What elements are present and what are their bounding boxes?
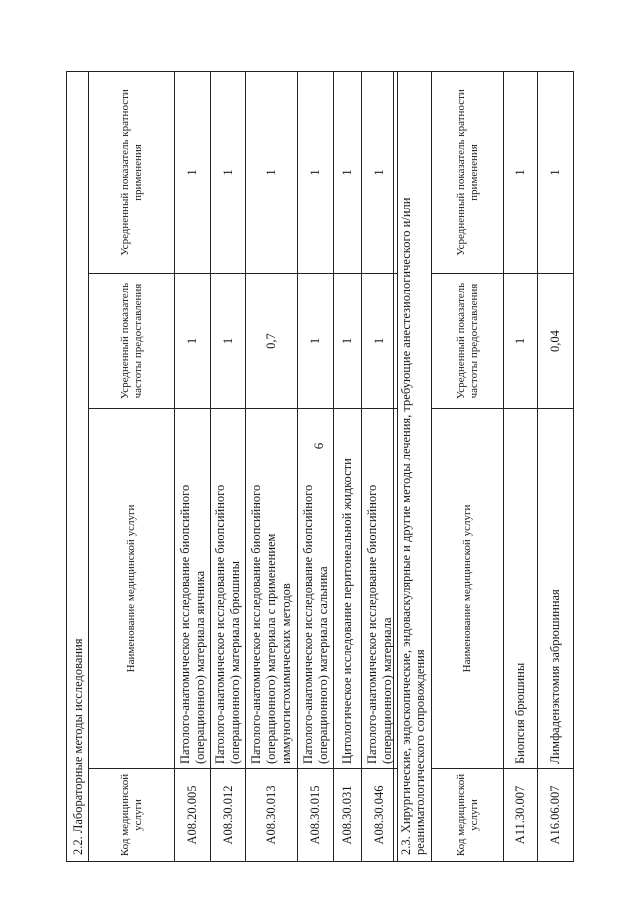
service-code: A08.30.015 [298, 769, 334, 862]
page-number: 6 [311, 442, 326, 450]
header-name: Наименование медицинской услуги [432, 409, 504, 769]
header-frequency: Усредненный показатель частоты предоставления [432, 274, 504, 409]
service-code: A08.30.046 [362, 769, 398, 862]
table-row [175, 71, 211, 861]
header-frequency: Усредненный показатель частоты предоставления [89, 274, 175, 409]
frequency-value: 1 [211, 274, 246, 409]
frequency-value: 1 [175, 274, 211, 409]
service-name: Патолого-анатомическое исследование биопсийного (операционного) материала брюшины [211, 409, 246, 769]
service-code: A08.30.031 [334, 769, 362, 862]
service-code: A16.06.007 [538, 769, 574, 862]
service-name: Биопсия брюшины [504, 409, 538, 769]
service-name: Патолого-анатомическое исследование биопсийного (операционного) материала [362, 409, 398, 769]
frequency-value: 0,7 [246, 274, 298, 409]
header-code: Код медицинской услуги [89, 769, 175, 862]
frequency-value: 1 [298, 274, 334, 409]
multiplicity-value: 1 [175, 71, 211, 273]
multiplicity-value: 1 [298, 71, 334, 273]
frequency-value: 1 [334, 274, 362, 409]
header-multiplicity: Усредненный показатель кратности применения [432, 72, 504, 274]
multiplicity-value: 1 [211, 71, 246, 273]
header-name: Наименование медицинской услуги [89, 409, 175, 769]
multiplicity-value: 1 [538, 72, 574, 274]
table-row [538, 72, 574, 862]
multiplicity-value: 1 [362, 71, 398, 273]
service-name: Патолого-анатомическое исследование биопсийного (операционного) материала яичника [175, 409, 211, 769]
section-2-2-table [66, 71, 398, 862]
service-code: A08.30.012 [211, 769, 246, 862]
multiplicity-value: 1 [504, 72, 538, 274]
service-code: A08.30.013 [246, 769, 298, 862]
frequency-value: 0,04 [538, 274, 574, 409]
table-row [246, 71, 298, 861]
multiplicity-value: 1 [246, 71, 298, 273]
multiplicity-value: 1 [334, 71, 362, 273]
service-name: Лимфаденэктомия забрюшинная [538, 409, 574, 769]
header-multiplicity: Усредненный показатель кратности применения [89, 71, 175, 273]
table-row [334, 71, 362, 861]
header-code: Код медицинской услуги [432, 769, 504, 862]
service-code: A11.30.007 [504, 769, 538, 862]
table-row [298, 71, 334, 861]
frequency-value: 1 [362, 274, 398, 409]
table-row [211, 71, 246, 861]
service-name: Патолого-анатомическое исследование биопсийного (операционного) материала сальника [298, 409, 334, 769]
section-title: 2.3. Хирургические, эндоскопические, эндоваскулярные и другие методы лечения, требующие анестезиологического и/или реаниматологического сопровождения [394, 72, 432, 862]
section-2-3-table [393, 71, 574, 862]
service-code: A08.20.005 [175, 769, 211, 862]
service-name: Патолого-анатомическое исследование биопсийного (операционного) материала с применением иммуногистохимических методов [246, 409, 298, 769]
table-row [504, 72, 538, 862]
section-title: 2.2. Лабораторные методы исследования [67, 71, 89, 861]
frequency-value: 1 [504, 274, 538, 409]
service-name: Цитологическое исследование перитонеальной жидкости [334, 409, 362, 769]
